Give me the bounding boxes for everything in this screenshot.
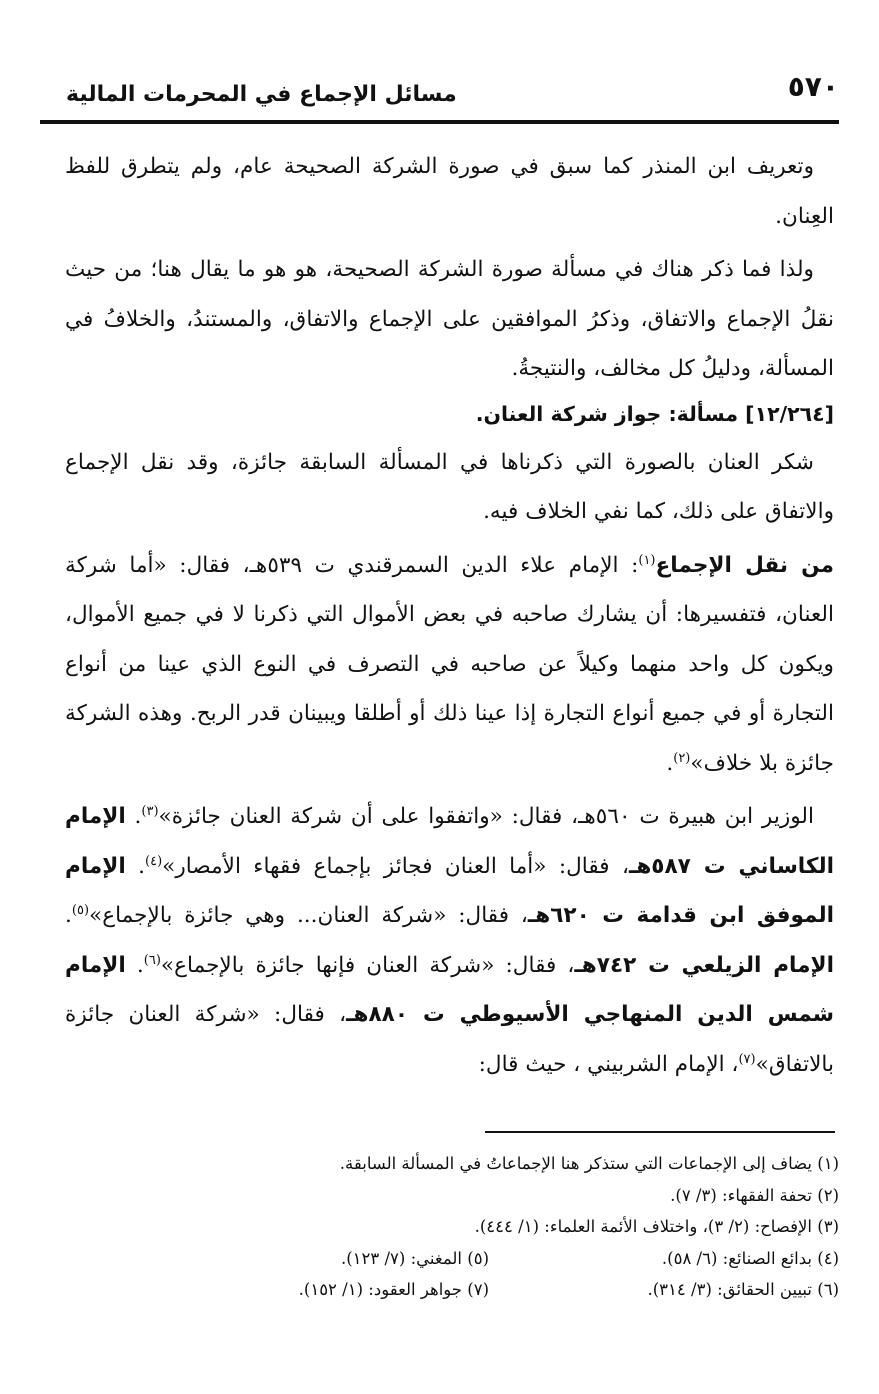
footnote-5: (٥) المغني: (٧/ ١٢٣). [340,1248,489,1268]
scholar-zaylai: الإمام الزيلعي ت ٧٤٢هـ [574,952,834,978]
paragraph-5: الوزير ابن هبيرة ت ٥٦٠هـ، فقال: «واتفقوا على أن شركة العنان جائزة»$^{(٣)}$. الإمام الكاساني ت ٥٨٧هـ، فقال: «أما العنان فجائز بإجماع فقهاء الأمصار»$^{(٤)}$. الإمام الموفق ابن قدامة ت ٦٢٠هـ، فقال: «شركة العنان... وهي جائزة بالإجماع»$^{(٥)}$. الإمام الزيلعي ت ٧٤٢هـ، فقال: «شركة العنان فإنها جائزة بالإجماع»$^{(٦)}$. الإمام شمس الدين المنهاجي الأسيوطي ت ٨٨٠هـ، فقال: «شركة العنان جائزة بالاتفاق»$^{(٧)}$، الإمام الشربيني ، حيث قال: [65,803,835,1077]
paragraph-5-b: ، فقال: «أما العنان فجائز بإجماع فقهاء الأمصار» [162,853,629,879]
footnote-ref-2: (٢) [673,750,691,766]
footnote-1: (١) يضاف إلى الإجماعات التي ستذكر هنا الإجماعاتُ في المسألة السابقة. [339,1154,839,1173]
footnote-rule [485,1131,835,1133]
footnote-3: (٣) الإفصاح: (٢/ ٣)، واختلاف الأئمة العلماء: (١/ ٤٤٤). [474,1217,839,1236]
paragraph-3: شكر العنان بالصورة التي ذكرناها في المسألة السابقة جائزة، وقد نقل الإجماع والاتفاق على ذلك، كما نفي الخلاف فيه. [65,449,834,524]
header-rule [40,120,839,124]
footnote-row-6-7 [40,1274,839,1306]
running-title: مسائل الإجماع في المحرمات المالية [66,82,457,107]
footnote-6: (٦) تبيين الحقائق: (٣/ ٣١٤). [647,1280,839,1299]
paragraph-5-c: ، فقال: «شركة العنان... وهي جائزة بالإجماع» [89,903,528,928]
page-number: ٥٧٠ [787,70,839,103]
footnote-2: (٢) تحفة الفقهاء: (٣/ ٧). [670,1185,839,1205]
footnote-row-4-5 [40,1243,839,1275]
footnotes [40,1148,839,1306]
scholar-kasani: الإمام الكاساني ت ٥٨٧هـ [65,804,834,879]
paragraph-4 [65,541,834,789]
scholar-asyuti: الإمام شمس الدين المنهاجي الأسيوطي ت ٨٨٠هـ [65,952,834,1027]
paragraph-1: وتعريف ابن المنذر كما سبق في صورة الشركة الصحيحة عام، ولم يتطرق للفظ العِنان. [65,154,834,229]
footnote-4: (٤) بدائع الصنائع: (٦/ ٥٨). [661,1248,839,1268]
footnote-ref-3: (٣) [141,803,159,819]
footnote-7: (٧) جواهر العقود: (١/ ١٥٢). [298,1280,489,1299]
paragraph-4-text: : الإمام علاء الدين السمرقندي ت ٥٣٩هـ، فقال: «أما شركة العنان، فتفسيرها: أن يشارك صاحبه في بعض الأموال التي ذكرنا لا في جميع الأموال، ويكون كل واحد منهما وكيلاً عن صاحبه في التصرف في النوع الذي عينا من أنواع التجارة أو في جميع أنواع التجارة إذا عينا ذلك أو أطلقا ويبينان قدر الربح. وهذه الشركة جائزة بلا خلاف» [65,552,834,776]
paragraph-5-e: ، فقال: «شركة العنان جائزة بالاتفاق» [65,1002,834,1077]
footnote-ref-4: (٤) [145,853,163,869]
scholar-ibn-qudama: الإمام الموفق ابن قدامة ت ٦٢٠هـ [65,853,835,928]
paragraph-5-d: ، فقال: «شركة العنان فإنها جائزة بالإجماع» [160,952,575,978]
footnote-ref-5: (٥) [71,902,90,918]
main-text [65,142,834,1089]
paragraph-5-f: ، الإمام الشربيني ، حيث قال: [478,1051,739,1077]
page-header [60,70,839,120]
paragraph-2: ولذا فما ذكر هناك في مسألة صورة الشركة الصحيحة، هو هو ما يقال هنا؛ من حيث نقلُ الإجماع والاتفاق، وذكرُ الموافقين على الإجماع والاتفاق، والمستندُ، والخلافُ في المسألة، ودليلُ كل مخالف، والنتيجةُ. [65,257,834,381]
footnote-ref-7: (٧) [738,1051,756,1067]
footnote-ref-1: (١) [638,552,656,568]
section-heading: [١٢/٢٦٤] مسألة: جواز شركة العنان. [475,401,834,426]
paragraph-4-lead: من نقل الإجماع [655,552,834,578]
period: . [666,750,674,776]
paragraph-5-a: الوزير ابن هبيرة ت ٥٦٠هـ، فقال: «واتفقوا على أن شركة العنان جائزة» [158,804,814,829]
footnote-ref-6: (٦) [143,952,161,968]
